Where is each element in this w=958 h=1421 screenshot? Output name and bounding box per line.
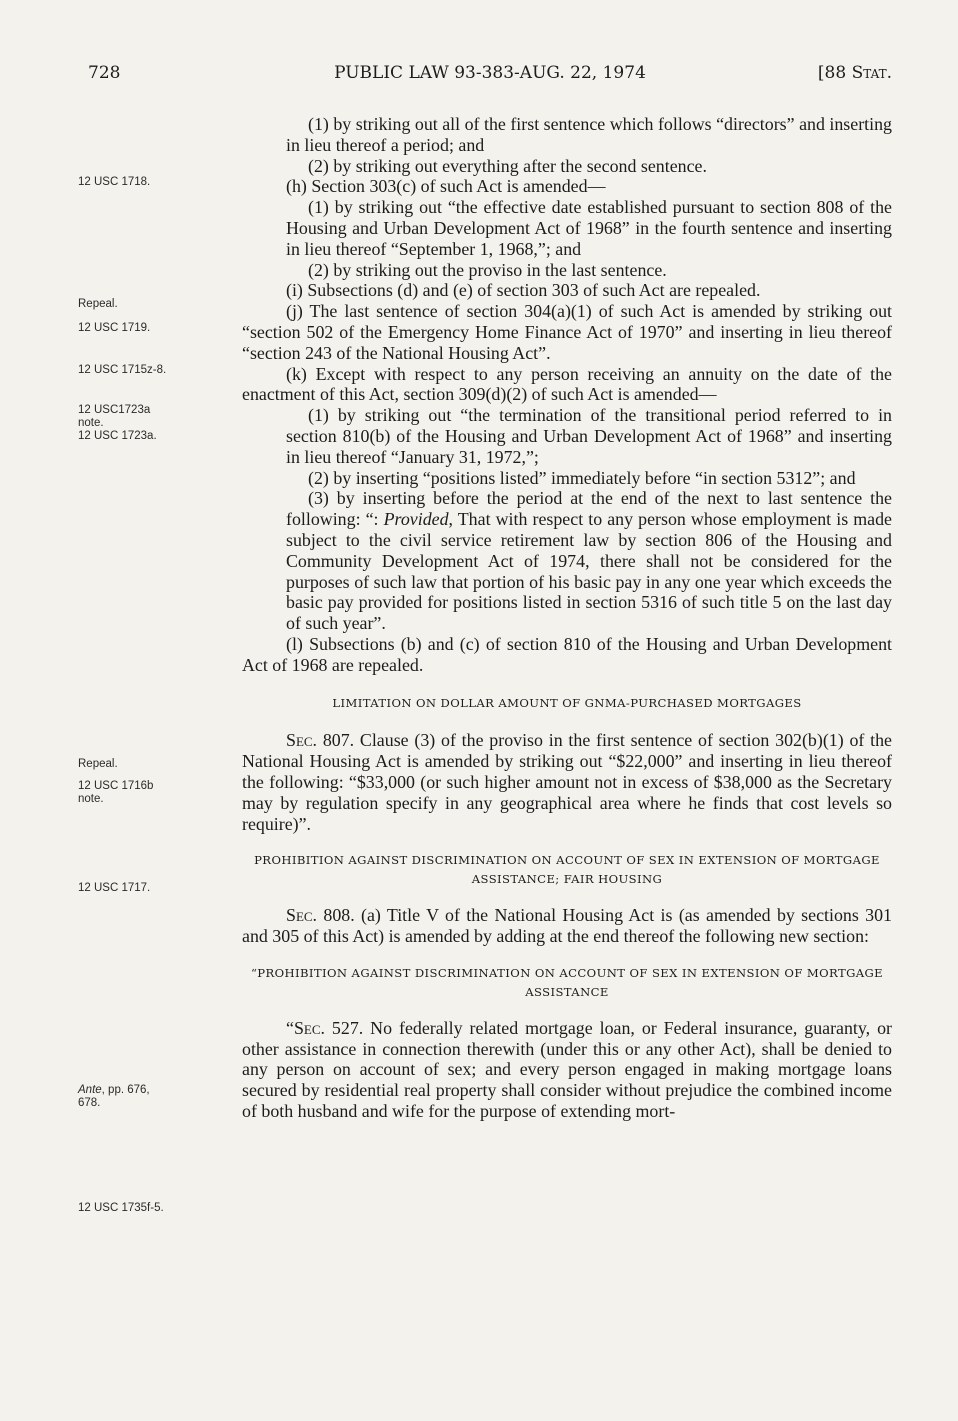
margin-note-line: note. (78, 417, 104, 429)
section-heading: PROHIBITION AGAINST DISCRIMINATION ON ACCOUNT OF SEX IN EXTENSION OF MORTGAGE ASSISTANCE; FAIR HOUSING (254, 853, 880, 887)
margin-note-line: 12 USC1723a (78, 404, 151, 416)
paragraph (242, 730, 892, 834)
margin-note-ante: Ante (78, 1084, 102, 1096)
margin-note: 12 USC 1715z-8. (78, 364, 167, 376)
paragraph-text: (3) by inserting before the period at the end of the next to last sentence the following: “: (286, 488, 892, 530)
margin-note: Repeal. (78, 298, 118, 310)
paragraph: (j) The last sentence of section 304(a)(1) of such Act is amended by striking out “section 502 of the Emergency Home Finance Act of 1970” and inserting in lieu thereof “section 243 of the National Housing Act”. (242, 301, 892, 363)
paragraph (242, 905, 892, 947)
margin-note (78, 780, 238, 806)
margin-note-line: 678. (78, 1097, 101, 1109)
section-heading: LIMITATION ON DOLLAR AMOUNT OF GNMA-PURCHASED MORTGAGES (332, 695, 802, 710)
paragraph-text: 807. Clause (3) of the proviso in the first sentence of section 302(b)(1) of the National Housing Act is amended by striking out “$22,000” and inserting in lieu thereof the following: “$33,000 (or such higher amount not in excess of $38,000 as the Secretary may by regulation specify in any geographical area where he finds that cost levels so require)”. (242, 730, 892, 834)
section-label: “Sec. (286, 1017, 325, 1038)
paragraph: (1) by striking out “the termination of the transitional period referred to in section 810(b) of the Housing and Urban Development Act of 1968” and inserting in lieu thereof “January 31, 1972,”; (286, 405, 892, 467)
margin-note-line: note. (78, 793, 104, 805)
margin-note: 12 USC 1719. (78, 322, 151, 334)
paragraph: (k) Except with respect to any person receiving an annuity on the date of the enactment of this Act, section 309(d)(2) of such Act is amended— (242, 363, 892, 405)
paragraph-text: 527. No federally related mortgage loan, or Federal insurance, guaranty, or other assistance in connection therewith (under this or any other Act), shall be denied to any person on account of sex; and every person engaged in making mortgage loans secured by residential real property shall consider without prejudice the combined income of both husband and wife for the purpose of extending mort- (242, 1017, 892, 1122)
body-text (242, 114, 892, 1122)
paragraph: (l) Subsections (b) and (c) of section 810 of the Housing and Urban Development Act of 1968 are repealed. (242, 633, 892, 675)
section-heading: “PROHIBITION AGAINST DISCRIMINATION ON ACCOUNT OF SEX IN EXTENSION OF MORTGAGE ASSISTANCE (250, 965, 884, 999)
margin-note (78, 1084, 238, 1110)
margin-note (78, 404, 238, 430)
section-label: Sec. (286, 905, 318, 926)
paragraph: (h) Section 303(c) of such Act is amended— (286, 176, 606, 197)
paragraph: (1) by striking out “the effective date established pursuant to section 808 of the Housing and Urban Development Act of 1968” in the fourth sentence and inserting in lieu thereof “September 1, 1968,”; and (286, 197, 892, 259)
running-title: PUBLIC LAW 93-383-AUG. 22, 1974 (334, 63, 646, 83)
paragraph: (2) by striking out the proviso in the last sentence. (308, 259, 667, 280)
proviso-italic: Provided (383, 509, 449, 530)
paragraph (242, 1018, 892, 1122)
paragraph: (i) Subsections (d) and (e) of section 303 of such Act are repealed. (286, 280, 761, 301)
paragraph: (2) by striking out everything after the second sentence. (308, 155, 707, 176)
margin-note-pages: , pp. 676, (101, 1084, 150, 1096)
margin-note: 12 USC 1718. (78, 176, 151, 188)
margin-note: 12 USC 1735f-5. (78, 1202, 164, 1214)
paragraph (242, 488, 892, 634)
paragraph-text: 808. (a) Title V of the National Housing Act is (as amended by sections 301 and 305 of this Act) is amended by adding at the end thereof the following new section: (242, 905, 892, 947)
margin-note: 12 USC 1717. (78, 882, 151, 894)
margin-note: 12 USC 1723a. (78, 430, 157, 442)
paragraph-text: , That with respect to any person whose employment is made subject to the civil service retirement law by section 806 of the Housing and Community Development Act of 1974, there shall not be considered for the purposes of such law that portion of his basic pay in any one year which exceeds the basic pay provided for positions listed in section 5316 of such title 5 on the last day of such year”. (286, 509, 892, 634)
margin-note: Repeal. (78, 758, 118, 770)
volume-reference: [88 Stat. (817, 63, 892, 83)
section-label: Sec. (286, 730, 318, 751)
paragraph: (1) by striking out all of the first sentence which follows “directors” and inserting in lieu thereof a period; and (286, 114, 892, 155)
page-number: 728 (88, 63, 121, 83)
paragraph: (2) by inserting “positions listed” immediately before “in section 5312”; and (308, 467, 856, 488)
margin-note-line: 12 USC 1716b (78, 780, 154, 792)
page-header (88, 62, 892, 84)
